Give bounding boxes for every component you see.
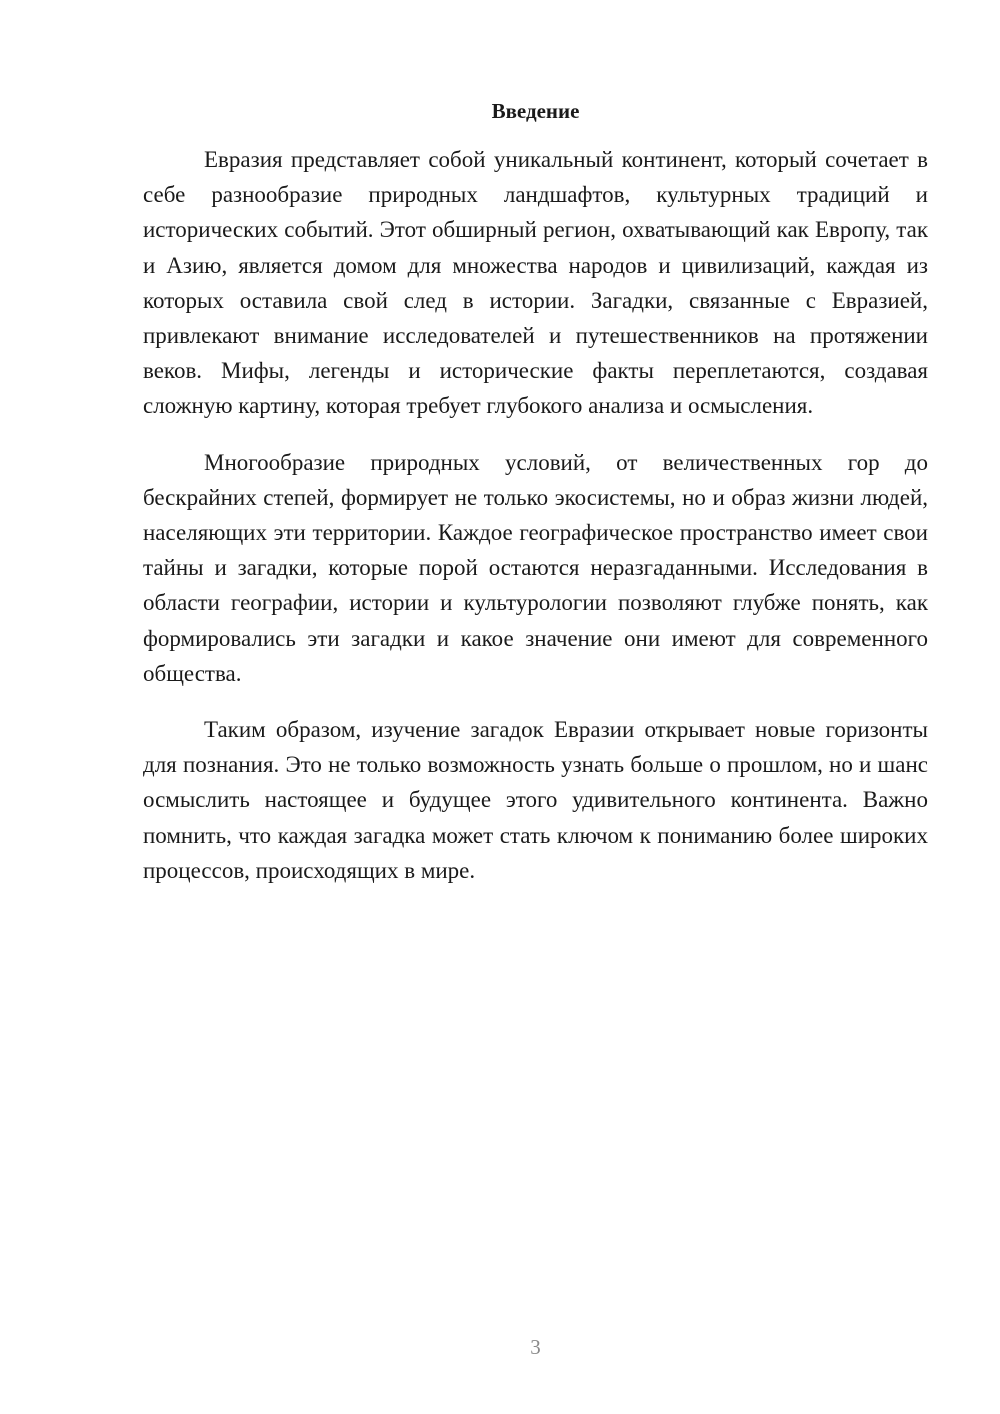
body-text <box>143 142 928 909</box>
page-number: 3 <box>530 1335 541 1359</box>
section-title: Введение <box>491 99 580 123</box>
paragraph-3: Таким образом, изучение загадок Евразии открывает новые горизонты для познания. Это не только возможность узнать больше о прошлом, но и шанс осмыслить настоящее и будущее этого удивительного континента. Важно помнить, что каждая загадка может стать ключом к пониманию более широких процессов, происходящих в мире. <box>143 717 928 883</box>
paragraph-2: Многообразие природных условий, от величественных гор до бескрайних степей, формирует не только экосистемы, но и образ жизни людей, населяющих эти территории. Каждое географическое пространство имеет свои тайны и загадки, которые порой остаются неразгаданными. Исследования в области географии, истории и культурологии позволяют глубже понять, как формировались эти загадки и какое значение они имеют для современного общества. <box>143 449 928 686</box>
paragraph-1: Евразия представляет собой уникальный континент, который сочетает в себе разнообразие природных ландшафтов, культурных традиций и исторических событий. Этот обширный регион, охватывающий как Европу, так и Азию, является домом для множества народов и цивилизаций, каждая из которых оставила свой след в истории. Загадки, связанные с Евразией, привлекают внимание исследователей и путешественников на протяжении веков. Мифы, легенды и исторические факты переплетаются, создавая сложную картину, которая требует глубокого анализа и осмысления. <box>143 147 928 419</box>
